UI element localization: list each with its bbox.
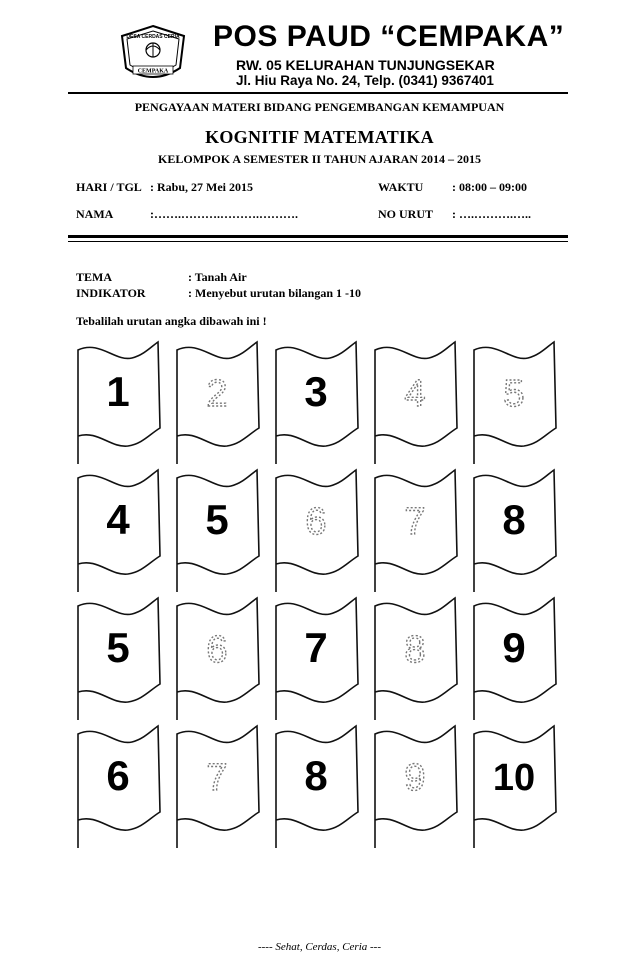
flag-number: 1 — [106, 368, 130, 415]
flag-number: 5 — [106, 624, 130, 671]
flag-number: 8 — [304, 752, 328, 799]
tema-label: TEMA — [76, 270, 112, 284]
flag-number: 5 — [205, 496, 229, 543]
footer-motto: ---- Sehat, Cerdas, Ceria --- — [257, 941, 381, 953]
indikator-value: : Menyebut urutan bilangan 1 -10 — [188, 286, 362, 300]
flag-grid — [70, 340, 565, 852]
nourut-label: NO URUT — [378, 207, 434, 221]
waktu-value: : 08:00 – 09:00 — [452, 180, 527, 194]
doc-title: KOGNITIF MATEMATIKA — [205, 127, 434, 147]
tema-value: : Tanah Air — [188, 270, 247, 284]
number-flag — [375, 726, 457, 848]
flag-number: 10 — [492, 757, 536, 799]
number-flag — [177, 342, 259, 464]
number-flag — [474, 598, 556, 720]
waktu-label: WAKTU — [378, 180, 424, 194]
number-flag — [177, 726, 259, 848]
logo-text-top: DESA CERDAS CERIA — [126, 34, 180, 40]
number-flag — [78, 342, 160, 464]
info-rule-thin — [68, 241, 568, 242]
nama-label: NAMA — [76, 207, 114, 221]
doc-subtitle: PENGAYAAN MATERI BIDANG PENGEMBANGAN KEMAMPUAN — [134, 100, 505, 114]
number-flag — [78, 470, 160, 592]
flag-number: 8 — [502, 496, 526, 543]
number-flag — [78, 598, 160, 720]
flag-number: 9 — [502, 624, 526, 671]
doc-semester: KELOMPOK A SEMESTER II TAHUN AJARAN 2014 – 2015 — [158, 152, 481, 166]
flag-number: 5 — [503, 373, 525, 415]
number-flag — [276, 470, 358, 592]
flag-number: 8 — [404, 629, 426, 671]
logo-text-bottom: CEMPAKA — [137, 68, 169, 75]
number-flag — [375, 598, 457, 720]
school-rw: RW. 05 KELURAHAN TUNJUNGSEKAR — [236, 57, 495, 73]
school-address: Jl. Hiu Raya No. 24, Telp. (0341) 9367401 — [236, 73, 494, 88]
number-flag — [474, 342, 556, 464]
number-flag — [474, 726, 556, 848]
flag-number: 7 — [304, 624, 328, 671]
indikator-label: INDIKATOR — [76, 286, 146, 300]
flag-number: 4 — [106, 496, 130, 543]
flag-number: 4 — [404, 373, 426, 415]
flag-number: 6 — [106, 752, 130, 799]
flag-number: 3 — [304, 368, 328, 415]
nama-field[interactable]: :…….……….……….………. — [150, 207, 298, 221]
number-flag — [375, 342, 457, 464]
school-name: POS PAUD “CEMPAKA” — [213, 20, 565, 53]
number-flag — [177, 470, 259, 592]
hari-label: HARI / TGL — [76, 180, 142, 194]
flag-number: 2 — [206, 373, 228, 415]
flag-number: 7 — [404, 501, 426, 543]
hari-value: : Rabu, 27 Mei 2015 — [150, 180, 253, 194]
number-flag — [78, 726, 160, 848]
number-flag — [276, 598, 358, 720]
number-flag — [474, 470, 556, 592]
number-flag — [276, 726, 358, 848]
number-flag — [375, 470, 457, 592]
school-logo — [118, 24, 188, 86]
instruction-text: Tebalilah urutan angka dibawah ini ! — [76, 314, 267, 328]
nourut-field[interactable]: : ….……….….. — [452, 207, 531, 221]
flag-number: 6 — [206, 629, 228, 671]
flag-number: 9 — [404, 757, 426, 799]
info-rule-thick — [68, 235, 568, 238]
header-rule — [68, 92, 568, 94]
number-flag — [276, 342, 358, 464]
flag-number: 6 — [305, 501, 327, 543]
flag-number: 7 — [206, 757, 228, 799]
number-flag — [177, 598, 259, 720]
